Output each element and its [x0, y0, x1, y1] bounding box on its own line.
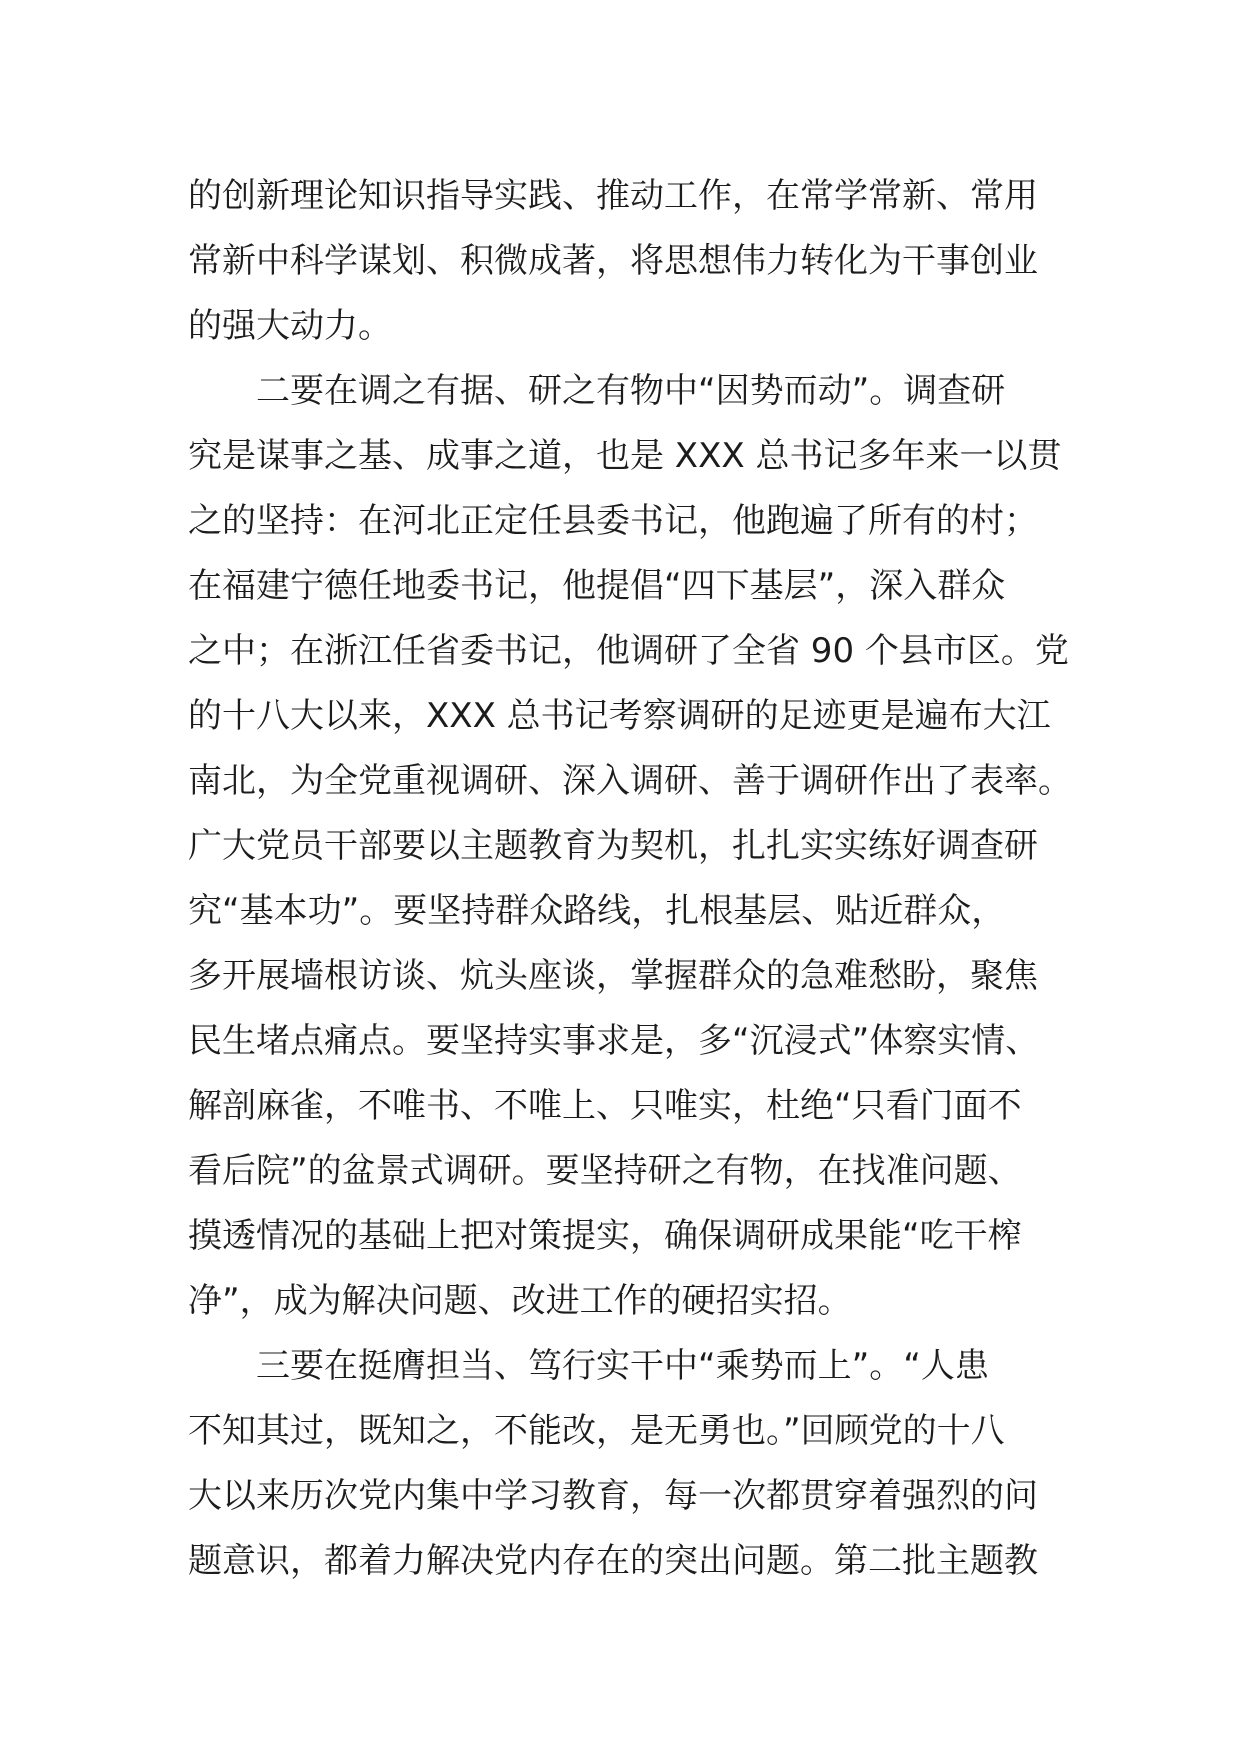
text-line: 净”，成为解决问题、改进工作的硬招实招。 — [188, 1281, 852, 1321]
text-line: 的创新理论知识指导实践、推动工作，在常学常新、常用 — [188, 176, 1038, 216]
text-line: 究“基本功”。要坚持群众路线，扎根基层、贴近群众， — [188, 891, 1006, 931]
text-line: 摸透情况的基础上把对策提实，确保调研成果能“吃干榨 — [188, 1216, 1022, 1256]
text-line: 之中；在浙江任省委书记，他调研了全省 90 个县市区。党 — [188, 631, 1069, 671]
text-line: 解剖麻雀，不唯书、不唯上、只唯实，杜绝“只看门面不 — [188, 1086, 1022, 1126]
text-line: 的强大动力。 — [188, 306, 392, 346]
text-line: 在福建宁德任地委书记，他提倡“四下基层”，深入群众 — [188, 566, 1006, 606]
text-line: 的十八大以来，XXX 总书记考察调研的足迹更是遍布大江 — [188, 696, 1051, 736]
text-line: 不知其过，既知之，不能改，是无勇也。”回顾党的十八 — [188, 1411, 1005, 1451]
text-line: 究是谋事之基、成事之道，也是 XXX 总书记多年来一以贯 — [188, 436, 1062, 476]
text-line: 看后院”的盆景式调研。要坚持研之有物，在找准问题、 — [188, 1151, 1022, 1191]
text-line: 民生堵点痛点。要坚持实事求是，多“沉浸式”体察实情、 — [188, 1021, 1040, 1061]
text-line: 广大党员干部要以主题教育为契机，扎扎实实练好调查研 — [188, 826, 1038, 866]
text-line: 题意识，都着力解决党内存在的突出问题。第二批主题教 — [188, 1541, 1038, 1581]
text-line: 常新中科学谋划、积微成著，将思想伟力转化为干事创业 — [188, 241, 1038, 281]
text-line: 之的坚持：在河北正定任县委书记，他跑遍了所有的村； — [188, 501, 1038, 541]
body-text — [188, 164, 1072, 1594]
paragraph-start-line: 二要在调之有据、研之有物中“因势而动”。调查研 — [256, 371, 1006, 411]
text-line: 南北，为全党重视调研、深入调研、善于调研作出了表率。 — [188, 761, 1072, 801]
text-line: 多开展墙根访谈、炕头座谈，掌握群众的急难愁盼，聚焦 — [188, 956, 1038, 996]
paragraph-start-line: 三要在挺膺担当、笃行实干中“乘势而上”。“人患 — [256, 1346, 989, 1386]
text-line: 大以来历次党内集中学习教育，每一次都贯穿着强烈的问 — [188, 1476, 1038, 1516]
